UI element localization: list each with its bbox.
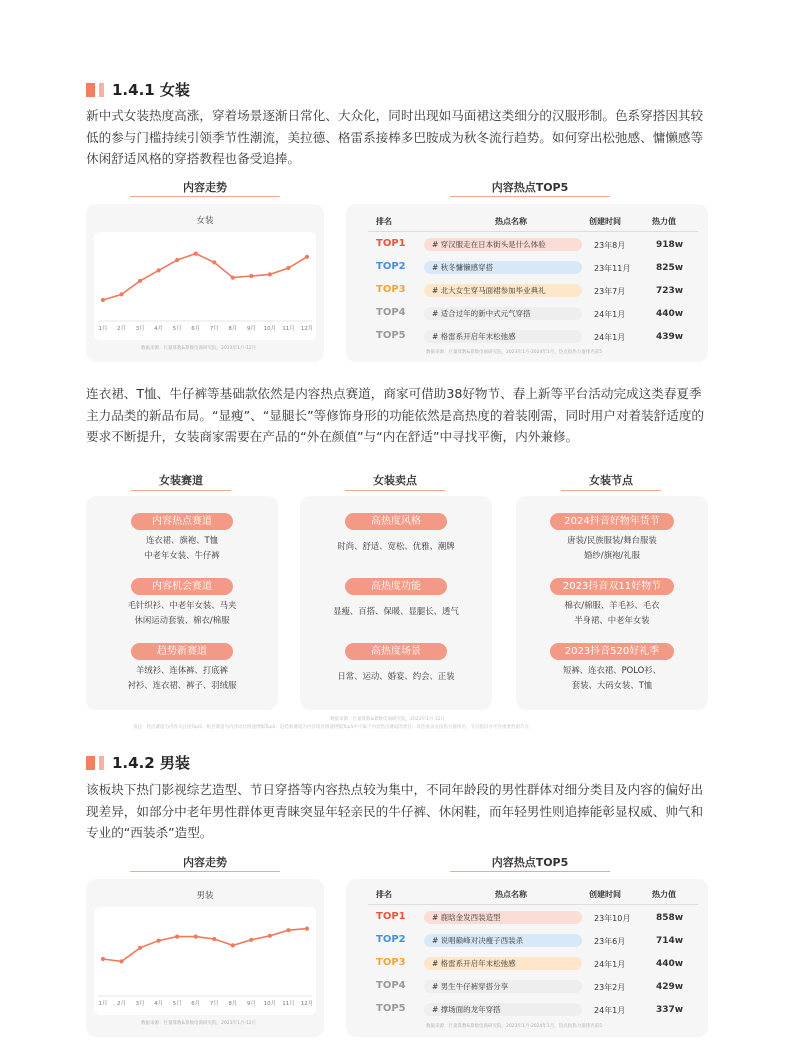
- x-tick-label: 3月: [135, 1001, 145, 1007]
- hot-topic-name: # 格雷系开启年末松弛感: [424, 330, 582, 343]
- divider: [130, 196, 280, 197]
- panel-text: 棉衣/棉服、羊毛衫、毛衣: [564, 600, 660, 610]
- hot-topic-name: # 鹿晗金发西装造型: [424, 911, 582, 924]
- panel-card: [86, 496, 278, 710]
- x-tick-label: 10月: [263, 1001, 277, 1007]
- men-top5-card: [346, 879, 708, 1037]
- chart-title: 女装: [196, 216, 214, 226]
- rank-label: TOP4: [376, 980, 406, 991]
- data-point: [101, 298, 105, 302]
- data-point: [138, 946, 142, 950]
- panel-tag: 2023抖音520好礼季: [550, 643, 674, 660]
- panel-text: 短裤、连衣裙、POLO衫、: [563, 665, 661, 675]
- rank-label: TOP4: [376, 307, 406, 318]
- panel-text: 唐装/民族服装/舞台服装: [567, 535, 657, 545]
- panel-title: 女装卖点: [373, 474, 417, 487]
- data-point: [119, 292, 123, 296]
- panel-card: [300, 496, 492, 710]
- panel-tag: 内容热点赛道: [131, 513, 233, 530]
- rank-label: TOP5: [376, 1003, 406, 1014]
- panels-source: 数据来源：巨量算数&算数电商研究院，2023年1月-12月: [330, 717, 446, 722]
- data-point: [157, 268, 161, 272]
- col-header-name: 热点名称: [495, 217, 527, 226]
- panel-text: 毛针织衫、中老年女装、马夹: [127, 600, 237, 610]
- created-date: 24年1月: [594, 960, 626, 969]
- panel-text: 婚纱/旗袍/礼服: [584, 550, 640, 560]
- panel-text: 休闲运动套装、棉衣/棉服: [134, 615, 230, 625]
- women-top5-title: 内容热点TOP5: [491, 181, 569, 194]
- x-tick-label: 1月: [98, 326, 108, 332]
- panel-tag: 高热度风格: [345, 513, 447, 530]
- data-point: [157, 939, 161, 943]
- panel-text: 半身裙、中老年女装: [574, 615, 650, 625]
- hot-topic-name: # 北大女生穿马面裙参加毕业典礼: [424, 284, 582, 297]
- heat-value: 714w: [656, 936, 684, 946]
- hot-topic-name: # 秋冬慵懒感穿搭: [424, 261, 582, 274]
- data-point: [305, 255, 309, 259]
- top5-source: 数据来源：巨量算数&算数电商研究院，2023年1月-2024年1月，热点指热力值排名前5: [426, 1024, 603, 1029]
- x-tick-label: 6月: [191, 326, 201, 332]
- x-tick-label: 5月: [172, 1001, 182, 1007]
- section-title-men: [86, 752, 190, 773]
- panel-text: 时尚、舒适、宽松、优雅、潮牌: [337, 541, 455, 551]
- panel-text: 中老年女装、牛仔裤: [144, 550, 220, 560]
- chart-source: 数据来源：巨量算数&算数电商研究院，2023年1月-12月: [141, 346, 257, 351]
- data-point: [212, 937, 216, 941]
- panel-tag: 高热度场景: [345, 643, 447, 660]
- created-date: 24年1月: [594, 310, 626, 319]
- data-point: [286, 928, 290, 932]
- col-header-name: 热点名称: [495, 890, 527, 899]
- heat-value: 440w: [656, 309, 684, 319]
- divider: [130, 871, 280, 872]
- created-date: 23年2月: [594, 983, 626, 992]
- panel-title: 女装节点: [589, 474, 633, 487]
- panel-text: 显瘦、百搭、保暖、显腿长、透气: [333, 606, 459, 616]
- panel-tag: 2023抖音双11好物节: [550, 578, 674, 595]
- women-intro-paragraph: 新中式女装热度高涨，穿着场景逐渐日常化、大众化，同时出现如马面裙这类细分的汉服形制。色系穿搭因其较低的参与门槛持续引领季节性潮流，美拉德、格雷系接棒多巴胺成为秋冬流行趋势。如何穿出松弛感、慵懒感等休闲舒适风格的穿搭教程也备受追捧。: [86, 108, 704, 166]
- data-point: [305, 927, 309, 931]
- x-tick-label: 1月: [98, 1001, 108, 1007]
- divider: [450, 871, 610, 872]
- men-trend-card: [86, 879, 324, 1037]
- section-title-text: 1.4.1 女装: [112, 81, 190, 99]
- heat-value: 440w: [656, 959, 684, 969]
- col-header-heat: 热力值: [652, 217, 676, 226]
- created-date: 23年11月: [594, 264, 631, 273]
- created-date: 23年10月: [594, 914, 631, 923]
- rank-label: TOP1: [376, 238, 406, 249]
- women-top5-card: [346, 204, 708, 362]
- data-point: [249, 938, 253, 942]
- data-point: [231, 943, 235, 947]
- women-trend-chart: [86, 204, 324, 362]
- x-tick-label: 10月: [263, 326, 277, 332]
- x-tick-label: 11月: [282, 1001, 295, 1007]
- created-date: 24年1月: [594, 333, 626, 342]
- divider: [450, 196, 610, 197]
- panel-text: 套装、大码女装、T恤: [571, 680, 653, 690]
- created-date: 23年6月: [594, 937, 626, 946]
- section-title-women: [86, 79, 190, 100]
- men-top5-title: 内容热点TOP5: [491, 856, 569, 869]
- col-header-rank: 排名: [376, 890, 392, 899]
- hot-topic-name: # 说唱巅峰对决瘦子西装杀: [424, 934, 582, 947]
- hot-topic-name: # 适合过年的新中式元气穿搭: [424, 307, 582, 320]
- x-tick-label: 3月: [135, 326, 145, 332]
- heat-value: 918w: [656, 240, 684, 250]
- rank-label: TOP1: [376, 911, 406, 922]
- x-tick-label: 9月: [246, 326, 256, 332]
- data-point: [231, 276, 235, 280]
- panel-tag: 2024抖音好物年货节: [550, 513, 674, 530]
- section-marker-icon: [99, 756, 104, 770]
- chart-source: 数据来源：巨量算数&算数电商研究院，2023年1月-12月: [141, 1021, 257, 1026]
- data-point: [194, 252, 198, 256]
- col-header-heat: 热力值: [652, 890, 676, 899]
- top5-source: 数据来源：巨量算数&算数电商研究院，2023年1月-2024年1月，热点指热力值排名前5: [426, 350, 603, 355]
- panel-text: 衬衫、连衣裙、裤子、羽绒服: [127, 680, 237, 690]
- data-point: [101, 957, 105, 961]
- data-point: [268, 272, 272, 276]
- heat-value: 429w: [656, 982, 684, 992]
- section-title-text: 1.4.2 男装: [112, 754, 190, 772]
- panel-tag: 内容机会赛道: [131, 578, 233, 595]
- x-tick-label: 6月: [191, 1001, 201, 1007]
- divider: [368, 231, 698, 232]
- col-header-date: 创建时间: [589, 217, 621, 226]
- heat-value: 337w: [656, 1005, 684, 1015]
- col-header-date: 创建时间: [589, 890, 621, 899]
- women-trend-title: 内容走势: [183, 181, 227, 194]
- heat-value: 723w: [656, 286, 684, 296]
- x-tick-label: 2月: [117, 1001, 127, 1007]
- plot-area: [94, 232, 316, 340]
- x-tick-label: 12月: [300, 326, 314, 332]
- x-tick-label: 8月: [228, 1001, 238, 1007]
- panel-tag: 趋势新赛道: [131, 643, 233, 660]
- plot-area: [94, 907, 316, 1015]
- men-trend-chart: [86, 879, 324, 1037]
- data-point: [249, 274, 253, 278]
- rank-label: TOP5: [376, 330, 406, 341]
- data-point: [268, 934, 272, 938]
- hot-topic-name: # 撑场面的龙年穿搭: [424, 1003, 582, 1016]
- x-tick-label: 9月: [246, 1001, 256, 1007]
- divider: [561, 490, 661, 491]
- data-point: [119, 959, 123, 963]
- x-tick-label: 2月: [117, 326, 127, 332]
- x-tick-label: 4月: [154, 326, 164, 332]
- x-tick-label: 12月: [300, 1001, 314, 1007]
- x-tick-label: 5月: [172, 326, 182, 332]
- rank-label: TOP3: [376, 284, 406, 295]
- x-tick-label: 7月: [209, 1001, 219, 1007]
- section-marker-icon: [86, 83, 95, 97]
- panel-tag: 高热度功能: [345, 578, 447, 595]
- hot-topic-name: # 男生牛仔裤穿搭分享: [424, 980, 582, 993]
- heat-value: 439w: [656, 332, 684, 342]
- section-marker-icon: [99, 83, 104, 97]
- chart-title: 男装: [196, 891, 214, 901]
- hot-topic-name: # 穿汉服走在日本街头是什么体验: [424, 238, 582, 251]
- x-tick-label: 8月: [228, 326, 238, 332]
- data-point: [194, 935, 198, 939]
- panel-card: [516, 496, 708, 710]
- women-body-paragraph: 连衣裙、T恤、牛仔裤等基础款依然是内容热点赛道，商家可借助38好物节、春上新等平台活动完成这类春夏季主力品类的新品布局。“显瘦”、“显腿长”等修饰身形的功能依然是高热度的着装刚需，同时用户对着装舒适度的要求不断提升，女装商家需要在产品的“外在颜值”与“内在舒适”中寻找平衡，内外兼修。: [86, 386, 705, 444]
- heat-value: 825w: [656, 263, 684, 273]
- section-marker-icon: [86, 756, 95, 770]
- data-point: [138, 279, 142, 283]
- x-tick-label: 11月: [282, 326, 295, 332]
- women-trend-card: [86, 204, 324, 362]
- divider: [345, 490, 445, 491]
- x-tick-label: 4月: [154, 1001, 164, 1007]
- created-date: 24年1月: [594, 1006, 626, 1015]
- panel-text: 日常、运动、婚宴、约会、正装: [337, 671, 455, 681]
- x-tick-label: 7月: [209, 326, 219, 332]
- men-trend-title: 内容走势: [183, 856, 227, 869]
- divider: [131, 490, 231, 491]
- heat-value: 858w: [656, 913, 684, 923]
- hot-topic-name: # 格雷系开启年末松弛感: [424, 957, 582, 970]
- data-point: [212, 260, 216, 264]
- created-date: 23年7月: [594, 287, 626, 296]
- divider: [368, 904, 698, 905]
- col-header-rank: 排名: [376, 217, 392, 226]
- data-point: [175, 258, 179, 262]
- panels-note: 备注：热点赛道为内容关注度Top5；机会赛道为内容同比增速增幅Top5；趋势新赛道为内容同比增速增幅Top5中不属于内容热点赛道的类目；高热度卖点按热力值排名；节点指抖音平台重要营销节点: [133, 725, 529, 730]
- panel-title: 女装赛道: [159, 474, 203, 487]
- rank-label: TOP3: [376, 957, 406, 968]
- rank-label: TOP2: [376, 934, 406, 945]
- rank-label: TOP2: [376, 261, 406, 272]
- created-date: 23年8月: [594, 241, 626, 250]
- men-intro-paragraph: 该板块下热门影视综艺造型、节日穿搭等内容热点较为集中，不同年龄段的男性群体对细分类目及内容的偏好出现差异，如部分中老年男性群体更青睐突显年轻亲民的牛仔裤、休闲鞋，而年轻男性则追捧能彰显权威、帅气和专业的“西装杀”造型。: [86, 782, 704, 840]
- panel-text: 连衣裙、旗袍、T恤: [145, 535, 219, 545]
- data-point: [286, 266, 290, 270]
- data-point: [175, 935, 179, 939]
- panel-text: 羊绒衫、连体裤、打底裤: [135, 665, 229, 675]
